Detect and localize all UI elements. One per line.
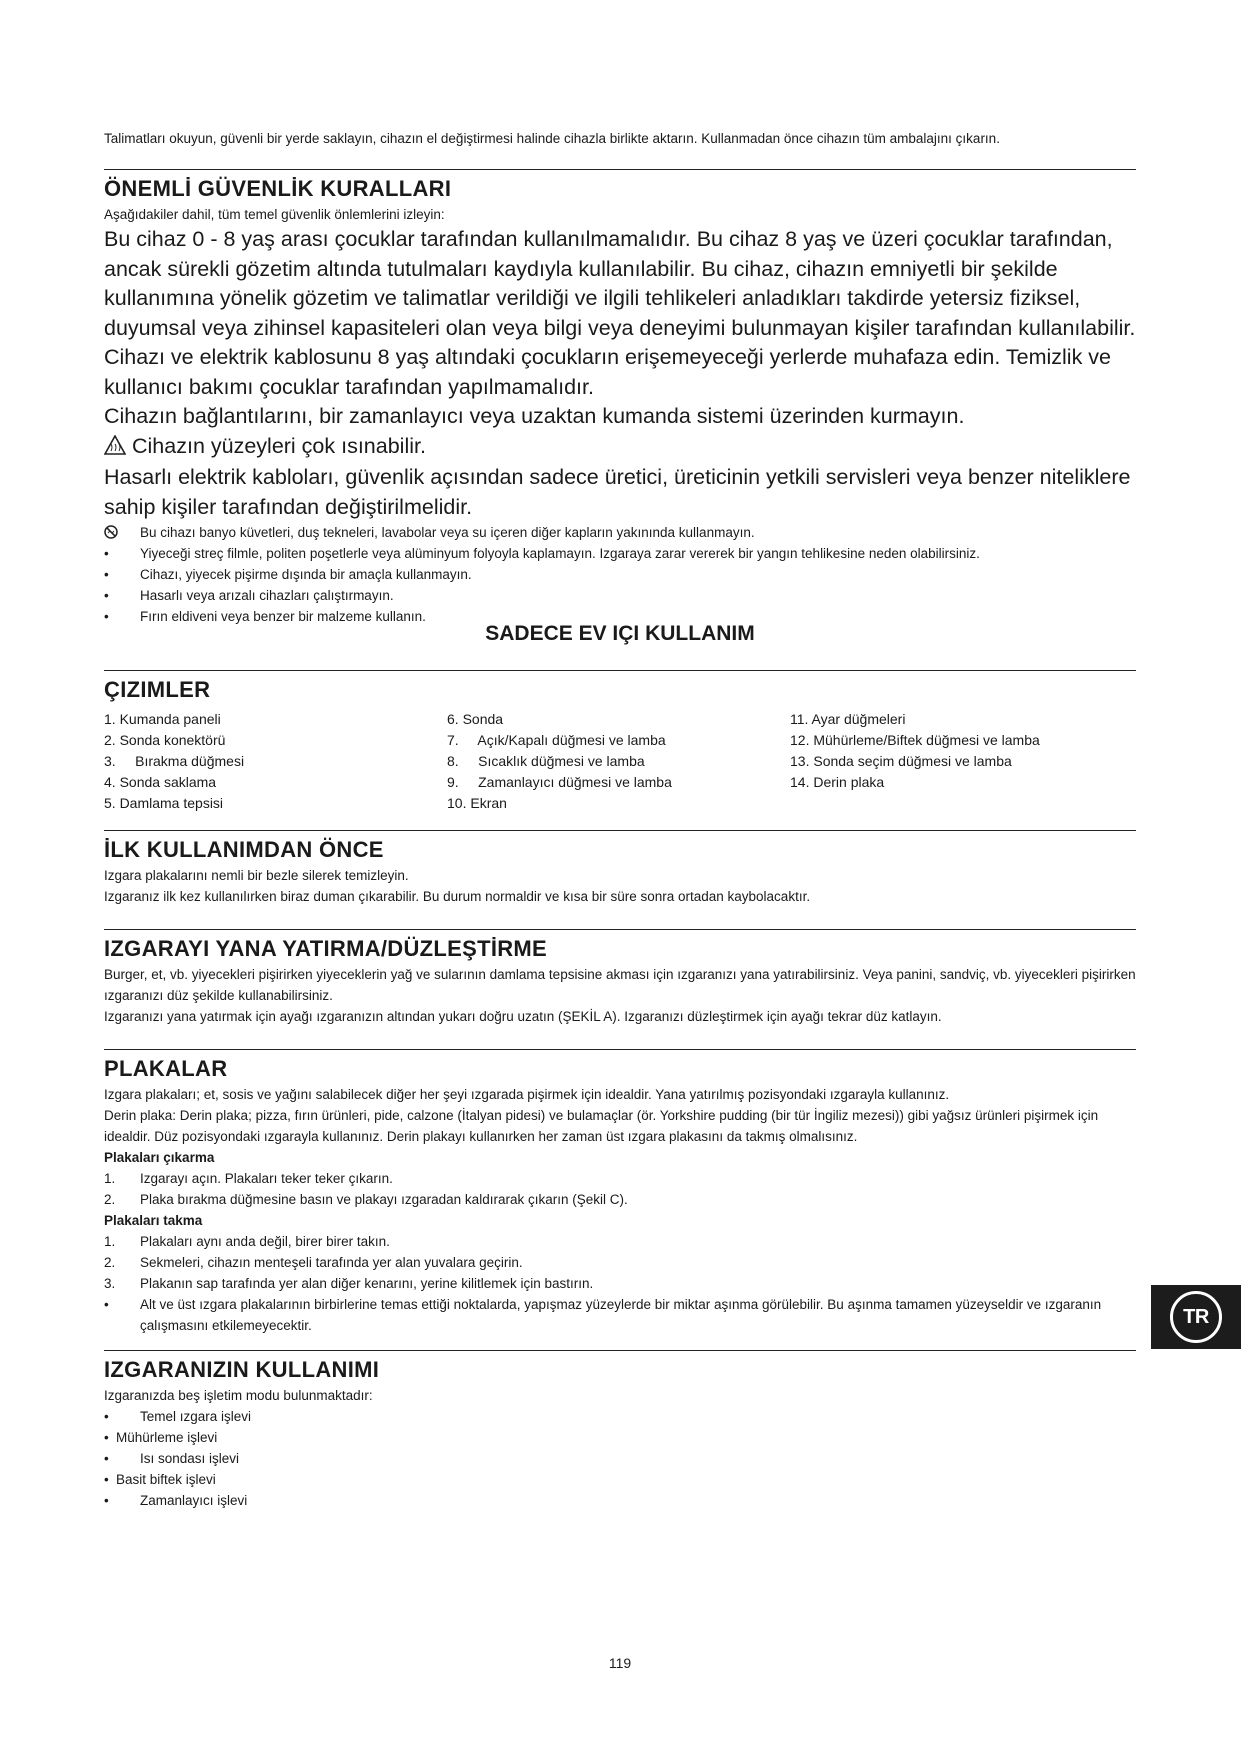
safety-paragraph-3: Cihazın bağlantılarını, bir zamanlayıcı veya uzaktan kumanda sistemi üzerinden kurmayın. bbox=[104, 404, 965, 428]
list-item: • Temel ızgara işlevi bbox=[104, 1409, 252, 1424]
usage-lead: Izgaranızda beş işletim modu bulunmaktadır: bbox=[104, 1388, 373, 1403]
list-item: • Isı sondası işlevi bbox=[104, 1451, 240, 1466]
list-item: • Fırın eldiveni veya benzer bir malzeme kullanın. bbox=[104, 609, 426, 624]
list-item: 7. Açık/Kapalı düğmesi ve lamba bbox=[447, 732, 666, 748]
plates-line-2: Derin plaka: Derin plaka; pizza, fırın ürünleri, pide, calzone (İtalyan pidesi) ve bulamaçlar (ör. Yorkshire pudding (bir tür İngiliz mezesi)) gibi yağsız ürünleri pişirmek için idealdir. Düz pozisyondaki ızgarayla kullanınız. Derin plakayı kullanırken her zaman üst ızgara plakasını da takmış olmalısınız. bbox=[104, 1108, 1099, 1144]
safety-lead: Aşağıdakiler dahil, tüm temel güvenlik önlemlerini izleyin: bbox=[104, 207, 445, 222]
safety-paragraph-2: Cihazı ve elektrik kablosunu 8 yaş altındaki çocukların erişemeyeceği yerlerde muhafaza edin. Temizlik ve kullanıcı bakımı çocuklar tarafından yapılmamalıdır. bbox=[104, 345, 1112, 399]
tilt-heading: IZGARAYI YANA YATIRMA/DÜZLEŞTİRME bbox=[104, 936, 548, 961]
plates-line-1: Izgara plakaları; et, sosis ve yağını salabilecek diğer her şeyi ızgarada pişirmek için idealdir. Yana yatırılmış pozisyondaki ızgarayla kullanınız. bbox=[104, 1087, 950, 1102]
list-item: 4. Sonda saklama bbox=[104, 774, 217, 790]
list-item: • Alt ve üst ızgara plakalarının birbirlerine temas ettiği noktalarda, yapışmaz yüzeylerde bir miktar aşınma görülebilir. Bu aşınma tamamen yüzeyseldir ve ızgaranın çalışmasını etkilemeyecektir. bbox=[104, 1297, 1102, 1333]
tilt-line-2: Izgaranızı yana yatırmak için ayağı ızgaranızın altından yukarı doğru uzatın (ŞEKİL A). Izgaranızı düzleştirmek için ayağı tekrar düz katlayın. bbox=[104, 1009, 942, 1024]
page-number: 119 bbox=[608, 1655, 632, 1671]
list-item: 1. Kumanda paneli bbox=[104, 711, 221, 727]
list-item: Bu cihazı banyo küvetleri, duş tekneleri, lavabolar veya su içeren diğer kapların yakınında kullanmayın. bbox=[104, 522, 1136, 543]
drawings-column-3 bbox=[790, 709, 1136, 814]
first-use-line-1: Izgara plakalarını nemli bir bezle silerek temizleyin. bbox=[104, 868, 409, 883]
safety-section bbox=[104, 169, 1136, 627]
list-item: 3. Bırakma düğmesi bbox=[104, 753, 245, 769]
list-item: 6. Sonda bbox=[447, 711, 504, 727]
plates-heading: PLAKALAR bbox=[104, 1056, 228, 1081]
list-item: 8. Sıcaklık düğmesi ve lamba bbox=[447, 753, 645, 769]
hot-surface-text: Cihazın yüzeyleri çok ısınabilir. bbox=[132, 433, 426, 458]
intro-text: Talimatları okuyun, güvenli bir yerde saklayın, cihazın el değiştirmesi halinde cihazla birlikte aktarın. Kullanmadan önce cihazın tüm ambalajını çıkarın. bbox=[104, 131, 1000, 146]
hot-surface-icon bbox=[104, 434, 126, 464]
list-item: 2. Sekmeleri, cihazın menteşeli tarafında yer alan yuvalara geçirin. bbox=[104, 1255, 523, 1270]
tilt-section bbox=[104, 929, 1136, 1027]
list-item: 3. Plakanın sap tarafında yer alan diğer kenarını, yerine kilitlemek için bastırın. bbox=[104, 1276, 594, 1291]
list-item: 11. Ayar düğmeleri bbox=[790, 711, 906, 727]
insert-plates-steps bbox=[104, 1231, 1136, 1336]
list-item: 5. Damlama tepsisi bbox=[104, 795, 224, 811]
list-item: 10. Ekran bbox=[447, 795, 507, 811]
list-item: 2. Plaka bırakma düğmesine basın ve plakayı ızgaradan kaldırarak çıkarın (Şekil C). bbox=[104, 1192, 628, 1207]
first-use-line-2: Izgaranız ilk kez kullanılırken biraz duman çıkarabilir. Bu durum normaldir ve kısa bir süre sonra ortadan kaybolacaktır. bbox=[104, 889, 811, 904]
list-item: 1. Plakaları aynı anda değil, birer birer takın. bbox=[104, 1234, 390, 1249]
drawings-columns bbox=[104, 709, 1136, 814]
drawings-column-1 bbox=[104, 709, 447, 814]
list-item: • Basit biftek işlevi bbox=[104, 1472, 216, 1487]
tilt-line-1: Burger, et, vb. yiyecekleri pişirirken yiyeceklerin yağ ve sularının damlama tepsisine akması için ızgaranızı yana yatırabilirsiniz. Veya panini, sandviç, vb. yiyecekleri pişirirken ızgaranızı düz şekilde kullanabilirsiniz. bbox=[104, 967, 1136, 1003]
safety-paragraph-1: Bu cihaz 0 - 8 yaş arası çocuklar tarafından kullanılmamalıdır. Bu cihaz 8 yaş ve üzeri çocuklar tarafından, ancak sürekli gözetim altında tutulmaları kaydıyla kullanılabilir. Bu cihaz, cihazın emniyetli bir şekilde kullanımına yönelik gözetim ve talimatlar verildiği ve ilgili tehlikeleri anladıkları takdirde yetersiz fiziksel, duyumsal veya zihinsel kapasiteleri olan veya bilgi veya deneyimi bulunmayan kişiler tarafından kullanılabilir. bbox=[104, 227, 1136, 340]
usage-heading: IZGARANIZIN KULLANIMI bbox=[104, 1357, 380, 1382]
first-use-section bbox=[104, 830, 1136, 907]
list-item: • Cihazı, yiyecek pişirme dışında bir amaçla kullanmayın. bbox=[104, 567, 472, 582]
operating-modes-list bbox=[104, 1406, 1136, 1511]
list-item: • Yiyeceği streç filmle, politen poşetlerle veya alüminyum folyoyla kaplamayın. Izgaraya zarar vererek bir yangın tehlikesine neden olabilirsiniz. bbox=[104, 546, 980, 561]
remove-plates-steps bbox=[104, 1168, 1136, 1210]
list-item: • Hasarlı veya arızalı cihazları çalıştırmayın. bbox=[104, 588, 394, 603]
drawings-heading: ÇIZIMLER bbox=[104, 677, 211, 702]
usage-section bbox=[104, 1350, 1136, 1511]
plates-section bbox=[104, 1049, 1136, 1336]
insert-plates-subheading: Plakaları takma bbox=[104, 1213, 203, 1228]
drawings-column-2 bbox=[447, 709, 790, 814]
list-item: 14. Derin plaka bbox=[790, 774, 885, 790]
list-item: 2. Sonda konektörü bbox=[104, 732, 226, 748]
first-use-heading: İLK KULLANIMDAN ÖNCE bbox=[104, 837, 384, 862]
safety-heading: ÖNEMLİ GÜVENLİK KURALLARI bbox=[104, 176, 452, 201]
list-item: 13. Sonda seçim düğmesi ve lamba bbox=[790, 753, 1012, 769]
cable-warning: Hasarlı elektrik kabloları, güvenlik açısından sadece üretici, üreticinin yetkili servisleri veya benzer niteliklere sahip kişiler tarafından değiştirilmelidir. bbox=[104, 465, 1131, 519]
language-badge bbox=[1151, 1285, 1241, 1349]
remove-plates-subheading: Plakaları çıkarma bbox=[104, 1150, 215, 1165]
hot-surface-warning bbox=[104, 432, 1136, 464]
list-item: • Zamanlayıcı işlevi bbox=[104, 1493, 248, 1508]
list-item: 1. Izgarayı açın. Plakaları teker teker çıkarın. bbox=[104, 1171, 393, 1186]
safety-bullets bbox=[104, 522, 1136, 627]
household-only-heading: SADECE EV IÇI KULLANIM bbox=[485, 622, 755, 645]
language-code: TR bbox=[1170, 1291, 1222, 1343]
drawings-section bbox=[104, 670, 1136, 814]
list-item: 9. Zamanlayıcı düğmesi ve lamba bbox=[447, 774, 672, 790]
list-item: 12. Mühürleme/Biftek düğmesi ve lamba bbox=[790, 732, 1040, 748]
list-item: • Mühürleme işlevi bbox=[104, 1430, 218, 1445]
prohibited-icon bbox=[104, 522, 124, 543]
